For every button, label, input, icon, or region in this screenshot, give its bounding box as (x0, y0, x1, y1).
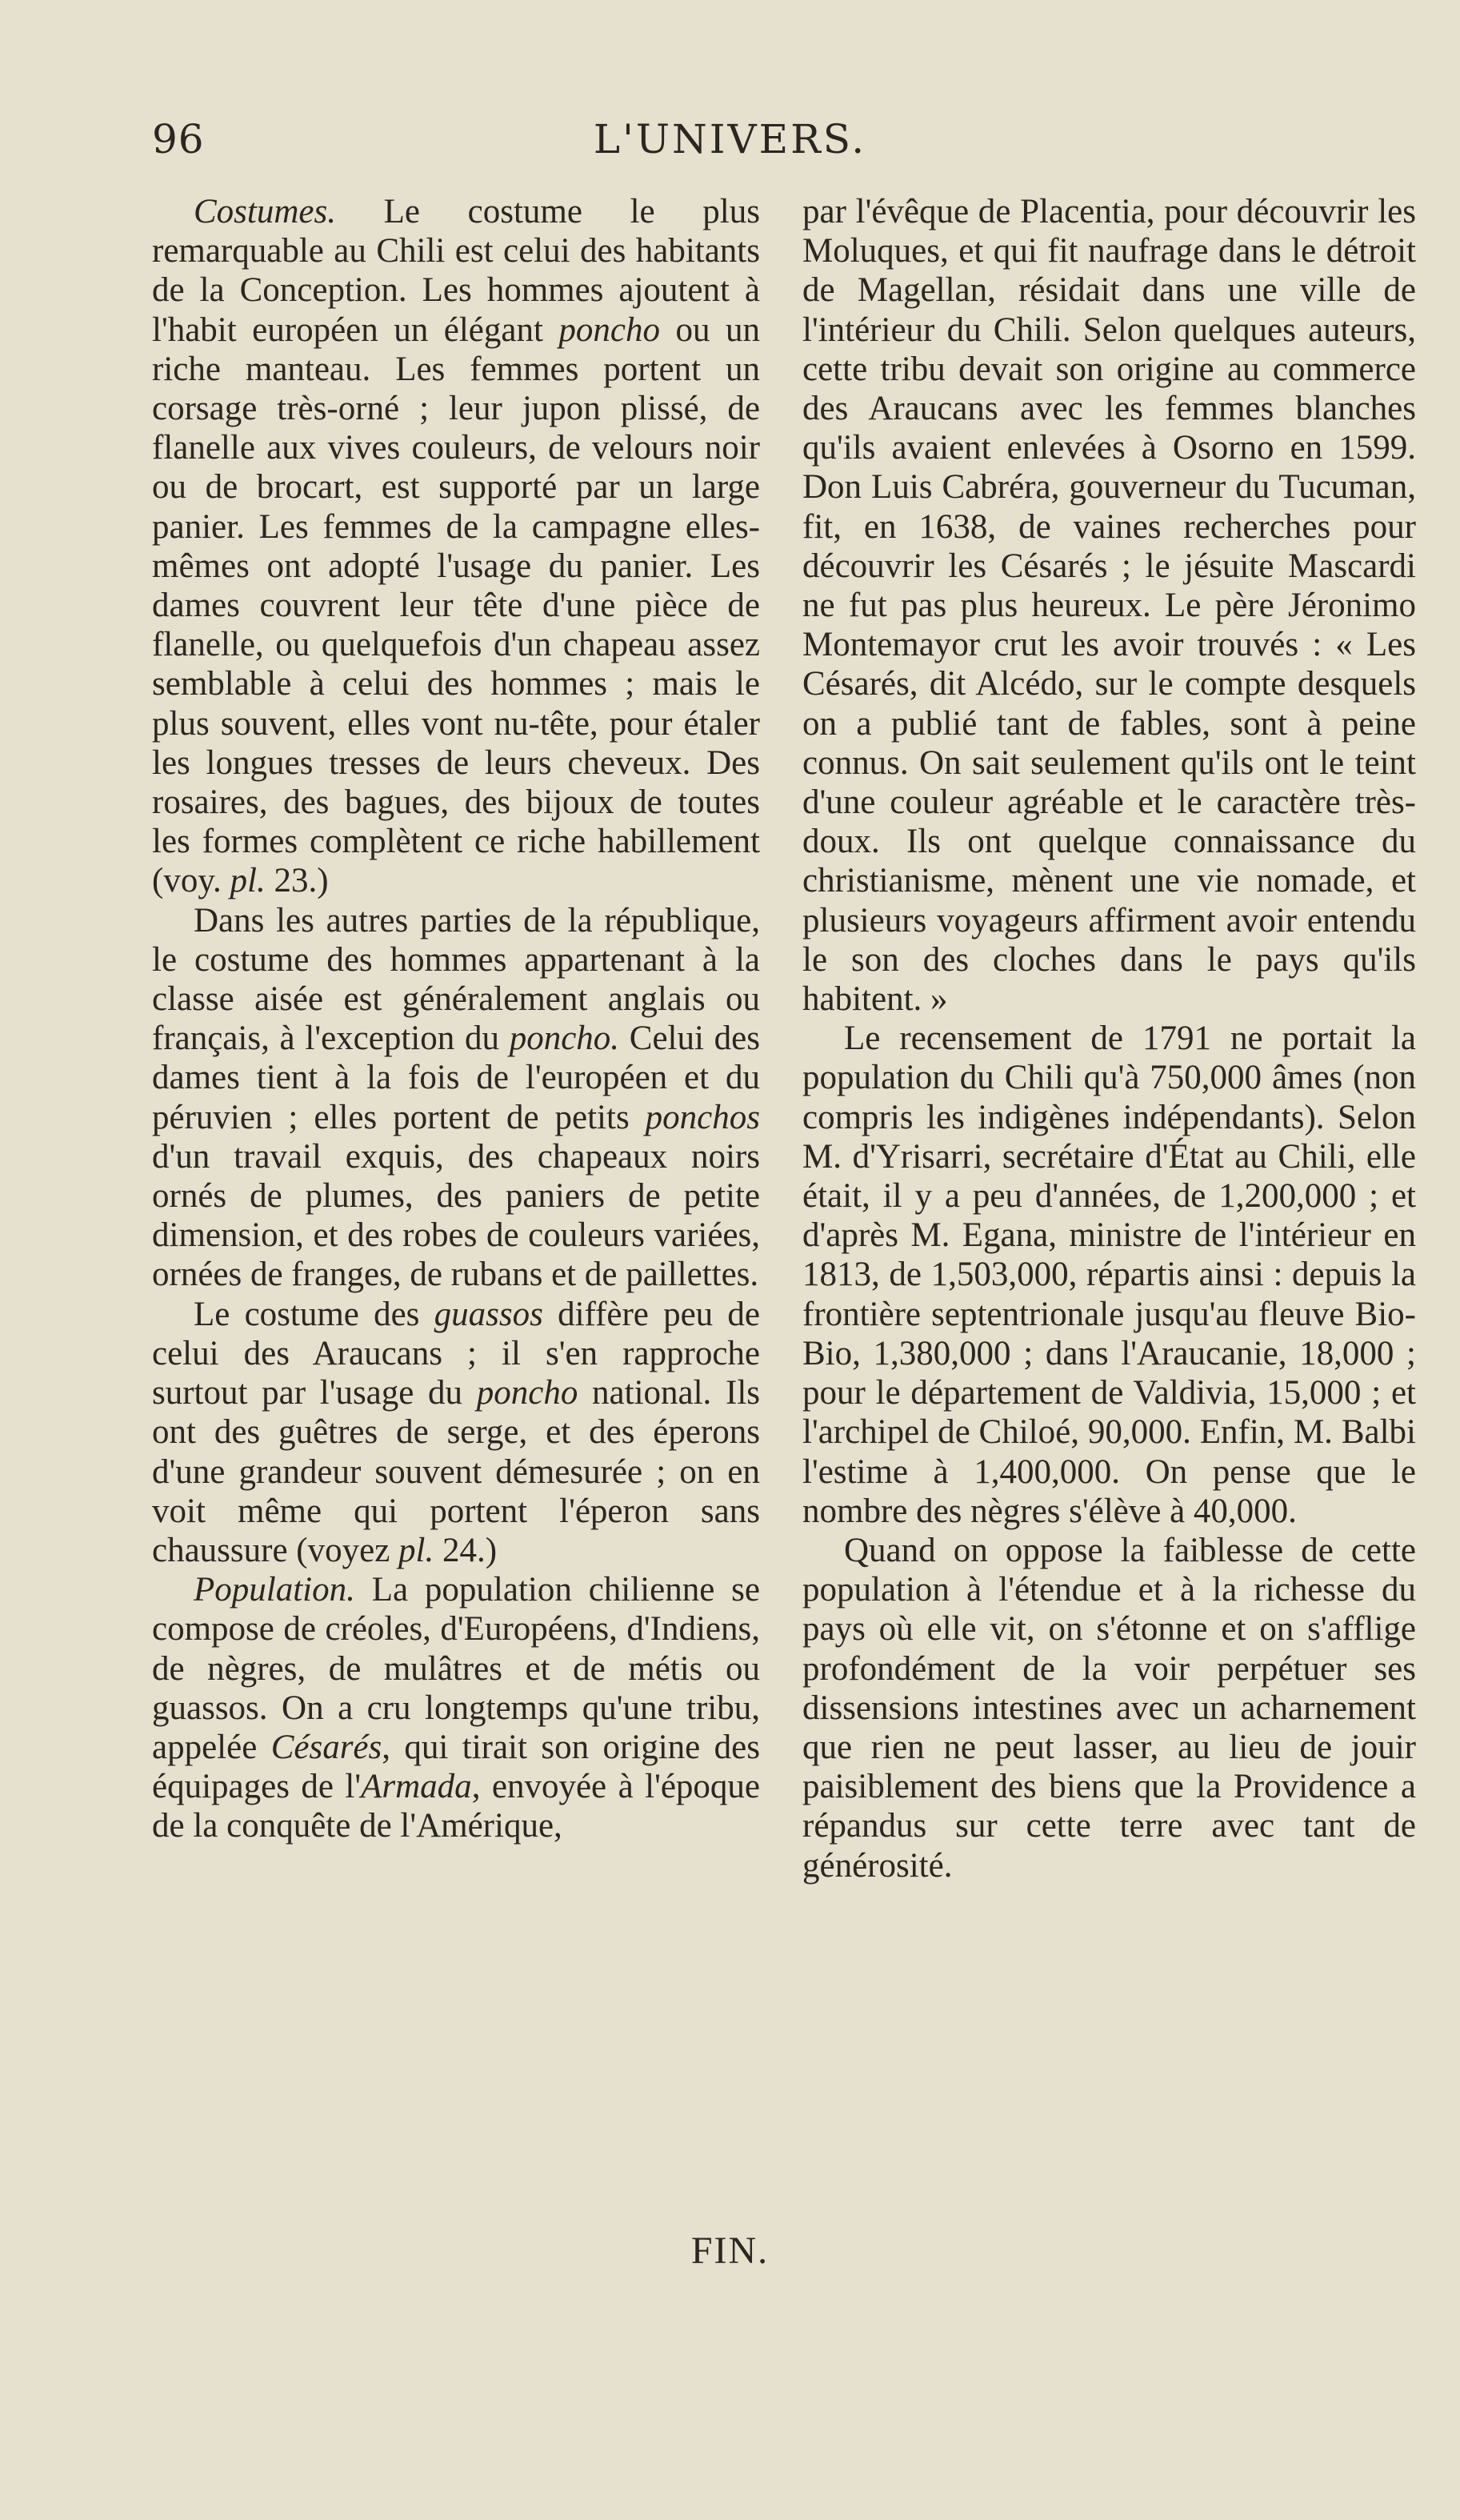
page-header (0, 0, 1460, 160)
right-column (802, 192, 1416, 1885)
page-number: 96 (152, 116, 205, 162)
paragraph-guassos: Le costume des guassos diffère peu de celui des Araucans ; il s'en rapproche surtout par l'usage du poncho national. Ils ont des guêtres de serge, et des éperons d'une grandeur souvent démesurée ; on en voit même qui portent l'éperon sans chaussure (voyez pl. 24.) (152, 1295, 761, 1569)
paragraph-census: Le recensement de 1791 ne portait la population du Chili qu'à 750,000 âmes (non compris les indigènes indépendants). Selon M. d'Yrisarri, secrétaire d'État au Chili, elle était, il y a peu d'années, de 1,200,000 ; et d'après M. Egana, ministre de l'intérieur en 1813, de 1,503,000, répartis ainsi : depuis la frontière septentrionale jusqu'au fleuve Bio-Bio, 1,380,000 ; dans l'Araucanie, 18,000 ; pour le département de Valdivia, 15,000 ; et l'archipel de Chiloé, 90,000. Enfin, M. Balbi l'estime à 1,400,000. On pense que le nombre des nègres s'élève à 40,000. (802, 1020, 1416, 1530)
paragraph-republic-costume: Dans les autres parties de la république, le costume des hommes appartenant à la classe aisée est généralement anglais ou français, à l'exception du poncho. Celui des dames tient à la fois de l'européen et du péruvien ; elles portent de petits ponchos d'un travail exquis, des chapeaux noirs ornés de plumes, des paniers de petite dimension, et des robes de couleurs variées, ornées de franges, de rubans et de paillettes. (152, 901, 760, 1294)
paragraph-conclusion: Quand on oppose la faiblesse de cette population à l'étendue et à la richesse du pays où elle vit, on s'étonne et on s'afflige profondément de la voir perpétuer ses dissensions intestines avec un acharnement que rien ne peut lasser, au lieu de jouir paisiblement des biens que la Providence a répandus sur cette terre avec tant de générosité. (802, 1531, 1416, 1885)
left-column (152, 192, 760, 1846)
paragraph-cesares-continued: par l'évêque de Placentia, pour découvrir les Moluques, et qui fit naufrage dans le détroit de Magellan, résidait dans une ville de l'intérieur du Chili. Selon quelques auteurs, cette tribu devait son origine au commerce des Araucans avec les femmes blanches qu'ils avaient enlevées à Osorno en 1599. Don Luis Cabréra, gouverneur du Tucuman, fit, en 1638, de vaines recherches pour découvrir les Césarés ; le jésuite Mascardi ne fut pas plus heureux. Le père Jéronimo Montemayor crut les avoir trouvés : « Les Césarés, dit Alcédo, sur le compte desquels on a publié tant de fables, sont à peine connus. On sait seulement qu'ils ont le teint d'une couleur agréable et le caractère très-doux. Ils ont quelque connaissance du christianisme, mènent une vie nomade, et plusieurs voyageurs affirment avoir entendu le son des cloches dans le pays qu'ils habitent. » (802, 193, 1416, 1019)
running-title: L'UNIVERS. (593, 116, 867, 162)
end-mark: FIN. (690, 2230, 770, 2272)
paragraph-costumes: Costumes. Le costume le plus remarquable au Chili est celui des habitants de la Conception. Les hommes ajoutent à l'habit européen un élégant poncho ou un riche manteau. Les femmes portent un corsage très-orné ; leur jupon plissé, de flanelle aux vives couleurs, de velours noir ou de brocart, est supporté par un large panier. Les femmes de la campagne elles-mêmes ont adopté l'usage du panier. Les dames couvrent leur tête d'une pièce de flanelle, ou quelquefois d'un chapeau assez semblable à celui des hommes ; mais le plus souvent, elles vont nu-tête, pour étaler les longues tresses de leurs cheveux. Des rosaires, des bagues, des bijoux de toutes les formes complètent ce riche habillement (voy. pl. 23.) (152, 193, 760, 900)
section-heading-costumes: Costumes. (194, 193, 336, 230)
paragraph-population: Population. La population chilienne se compose de créoles, d'Européens, d'Indiens, de nègres, de mulâtres et de métis ou guassos. On a cru longtemps qu'une tribu, appelée Césarés, qui tirait son origine des équipages de l'Armada, envoyée à l'époque de la conquête de l'Amérique, (152, 1571, 760, 1845)
section-heading-population: Population. (194, 1571, 355, 1609)
